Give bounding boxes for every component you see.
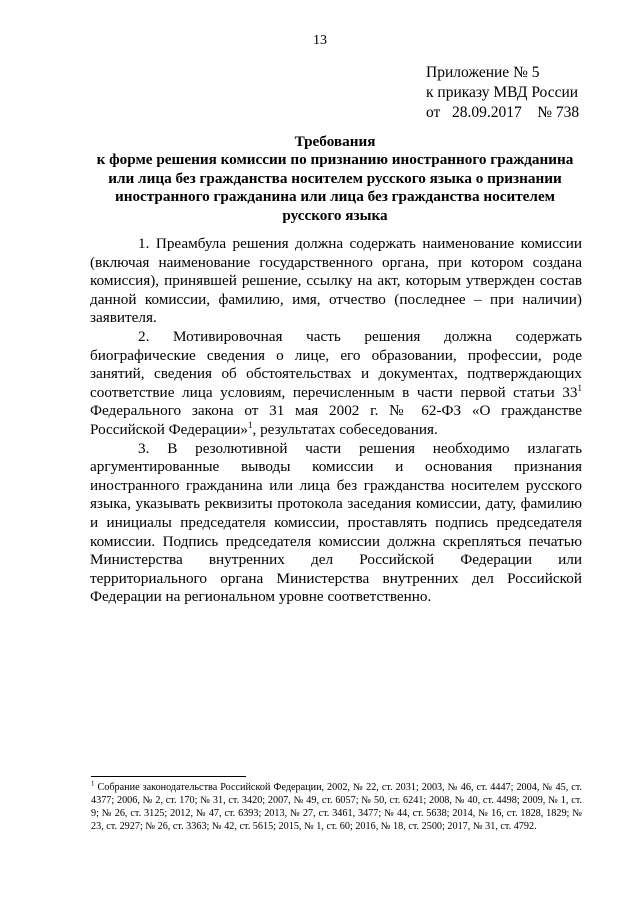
paragraph-2-part-1: 2. Мотивировочная часть решения должна содержать биографические сведения о лице, его образовании, профессии, роде занятий, сведения об обстоятельствах и документах, подтверждающих соответствие лица условиям, перечисленным в части первой статьи 33 [90, 327, 582, 401]
page-number: 13 [313, 33, 327, 48]
article-superscript: 1 [577, 382, 582, 393]
paragraph-2-part-2: Федерального закона от 31 мая 2002 г. № 62-ФЗ «О гражданстве Российской Федерации» [90, 402, 582, 438]
paragraph-3: 3. В резолютивной части решения необходимо излагать аргументированные выводы комиссии и основания признания иностранного гражданина или лица без гражданства носителем русского языка, указывать реквизиты протокола заседания комиссии, дату, фамилию и инициалы председателя комиссии, проставлять подпись председателя комиссии. Подпись председателя комиссии должна скрепляться печатью Министерства внутренних дел Российской Федерации или территориального органа Министерства внутренних дел Российской Федерации на региональном уровне соответственно. [90, 439, 582, 606]
title-heading: Требования [294, 133, 376, 150]
paragraph-1: 1. Преамбула решения должна содержать наименование комиссии (включая наименование государственного органа, при котором создана комиссия), принявшей решение, ссылку на акт, которым утвержден состав данной комиссии, фамилию, имя, отчество (последнее – при наличии) заявителя. [90, 235, 582, 327]
paragraph-2-part-3: , результатах собеседования. [252, 420, 438, 438]
title-subtitle: к форме решения комиссии по признанию иностранного гражданина или лица без гражданства носителем русского языка о признании иностранного гражданина или лица без гражданства носителем русского языка [96, 151, 574, 224]
appendix-order: к приказу МВД России [426, 84, 579, 101]
appendix-number: Приложение № 5 [426, 64, 540, 81]
document-body [90, 235, 582, 607]
footnote-text: Собрание законодательства Российской Федерации, 2002, № 22, ст. 2031; 2003, № 46, ст. 4447; 2004, № 45, ст. 4377; 2006, № 2, ст. 170; № 31, ст. 3420; 2007, № 49, ст. 6057; № 50, ст. 6241; 2008, № 40, ст. 4498; 2009, № 1, ст. 9; № 26, ст. 3125; 2012, № 47, ст. 6393; 2013, № 27, ст. 3461, 3477; № 44, ст. 5638; 2014, № 16, ст. 1828, 1829; № 23, ст. 2927; № 26, ст. 3363; № 42, ст. 5615; 2015, № 1, ст. 60; 2016, № 18, ст. 2500; 2017, № 31, ст. 4792. [91, 782, 582, 832]
footnote-reference: 1 [247, 419, 253, 430]
footnote [91, 779, 582, 834]
appendix-reference [426, 63, 579, 123]
document-title [88, 133, 582, 225]
appendix-date-number: от 28.09.2017 № 738 [426, 104, 580, 121]
footnote-mark: 1 [91, 779, 95, 788]
footnote-divider [91, 776, 246, 777]
paragraph-2 [90, 328, 582, 440]
